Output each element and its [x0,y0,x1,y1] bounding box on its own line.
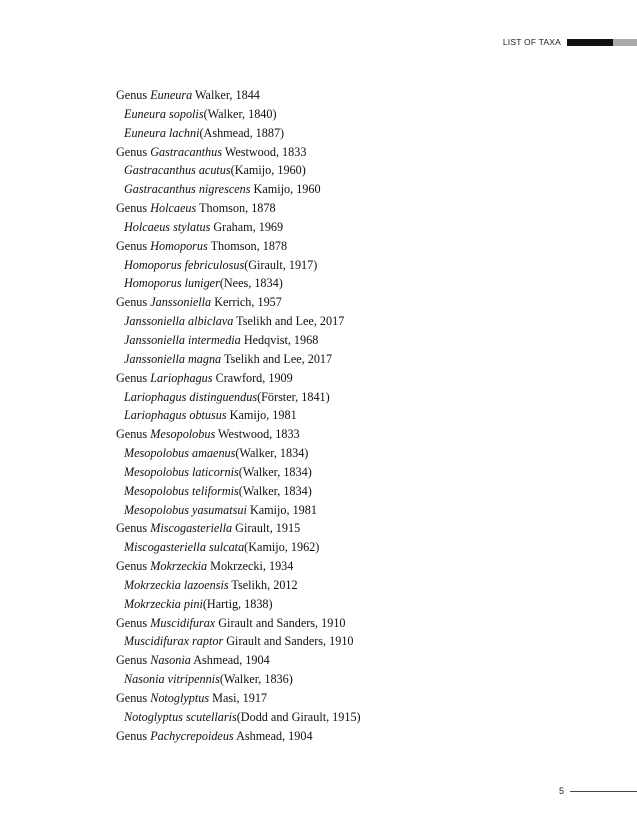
taxon-name: Mokrzeckia [150,559,208,574]
taxon-authority: Westwood, 1833 [218,427,300,442]
taxon-authority: Mokrzecki, 1934 [210,559,294,574]
taxon-authority: Thomson, 1878 [210,238,288,253]
taxon-authority: Girault and Sanders, 1910 [218,615,346,630]
species-entry [116,632,576,651]
genus-entry [116,689,576,708]
taxon-name: Janssoniella intermedia [124,332,241,347]
taxon-name: Nasonia [150,653,191,668]
species-entry [116,482,576,501]
rank-label: Genus [116,370,148,385]
taxon-name: Notoglyptus [150,691,210,705]
taxon-authority: Girault, 1915 [235,521,301,536]
species-entry [116,274,576,293]
taxon-name: Muscidifurax raptor [124,634,224,649]
taxon-name: Euneura [150,88,193,102]
genus-entry [116,614,576,633]
species-entry [116,576,576,595]
taxon-authority: Westwood, 1833 [224,144,307,159]
species-entry [116,124,576,143]
genus-entry [116,369,576,388]
species-entry [116,708,576,727]
rank-label: Genus [116,427,148,442]
rank-label: Genus [116,691,148,705]
taxon-authority: Ashmead, 1904 [193,653,270,668]
taxon-name: Janssoniella magna [124,351,222,366]
taxon-name: Holcaeus stylatus [124,219,211,234]
taxon-authority: Kamijo, 1981 [249,502,317,517]
taxon-name: Euneura sopolis [124,106,204,121]
taxon-authority: Kerrich, 1957 [214,295,282,310]
genus-entry [116,557,576,576]
taxon-authority: Kamijo, 1981 [229,408,297,423]
taxon-name: Gastracanthus [150,144,222,159]
taxon-name: Holcaeus [150,201,197,216]
rank-label: Genus [116,295,148,310]
taxon-authority: (Nees, 1834) [219,276,283,291]
species-entry [116,463,576,482]
rank-label: Genus [116,201,148,216]
taxon-authority: (Walker, 1840) [203,106,277,121]
taxon-name: Mesopolobus teliformis [124,483,239,498]
taxon-name: Gastracanthus acutus [124,163,231,178]
rank-label: Genus [116,728,148,743]
taxon-name: Janssoniella [150,295,212,310]
rank-label: Genus [116,521,148,536]
species-entry [116,595,576,614]
taxon-name: Pachycrepoideus [150,728,234,743]
taxon-authority: (Kamijo, 1962) [244,540,320,555]
taxon-authority: (Walker, 1836) [219,672,293,687]
taxon-name: Gastracanthus nigrescens [124,182,251,197]
taxon-name: Euneura lachni [124,125,200,140]
rank-label: Genus [116,238,148,253]
taxon-authority: (Kamijo, 1960) [230,163,306,178]
taxon-authority: Kamijo, 1960 [253,182,321,197]
rank-label: Genus [116,615,148,630]
taxon-authority: Thomson, 1878 [199,201,276,216]
taxon-name: Lariophagus obtusus [124,408,227,423]
section-title: LIST OF TAXA [502,37,561,47]
genus-entry [116,727,576,746]
taxon-name: Nasonia vitripennis [124,672,220,687]
species-entry [116,180,576,199]
taxon-name: Lariophagus distinguendus [124,389,258,404]
genus-entry [116,199,576,218]
header-black-bar [567,39,613,46]
taxon-name: Mesopolobus amaenus [124,446,236,461]
running-header [503,36,637,48]
species-entry [116,105,576,124]
taxon-authority: (Walker, 1834) [235,446,309,461]
taxon-name: Miscogasteriella sulcata [124,540,245,555]
genus-entry [116,651,576,670]
genus-entry [116,293,576,312]
genus-entry [116,143,576,162]
taxon-name: Lariophagus [150,370,213,385]
taxon-authority: Tselikh, 2012 [231,577,298,592]
taxon-name: Janssoniella albiclava [124,314,234,329]
taxon-authority: (Walker, 1834) [238,483,312,498]
species-entry [116,501,576,520]
species-entry [116,312,576,331]
rank-label: Genus [116,653,148,668]
taxon-authority: Masi, 1917 [212,691,268,705]
taxon-name: Mokrzeckia pini [124,596,203,611]
species-entry [116,350,576,369]
rank-label: Genus [116,88,148,102]
species-entry [116,256,576,275]
taxon-authority: Graham, 1969 [213,219,284,234]
taxon-authority: Walker, 1844 [195,88,260,102]
taxon-authority: Girault and Sanders, 1910 [226,634,354,649]
taxon-name: Mesopolobus laticornis [124,464,239,479]
taxon-authority: (Hartig, 1838) [202,596,273,611]
taxon-name: Miscogasteriella [150,521,233,536]
taxon-authority: (Walker, 1834) [238,464,312,479]
rank-label: Genus [116,559,148,574]
header-gray-bar [613,39,637,46]
taxon-authority: (Ashmead, 1887) [199,125,285,140]
taxon-authority: Crawford, 1909 [215,370,293,385]
taxon-name: Homoporus febriculosus [124,257,245,272]
taxon-name: Homoporus [150,238,208,253]
species-entry [116,388,576,407]
taxon-authority: Hedqvist, 1968 [243,332,319,347]
species-entry [116,161,576,180]
genus-entry [116,237,576,256]
taxon-name: Notoglyptus scutellaris [124,709,237,724]
taxon-name: Mesopolobus yasumatsui [124,502,247,517]
taxon-name: Muscidifurax [150,615,216,630]
taxon-authority: Tselikh and Lee, 2017 [223,351,333,366]
genus-entry [116,425,576,444]
page-footer [559,786,637,796]
species-entry [116,406,576,425]
species-entry [116,444,576,463]
species-entry [116,218,576,237]
species-entry [116,670,576,689]
taxon-name: Homoporus luniger [124,276,220,291]
taxon-name: Mokrzeckia lazoensis [124,577,229,592]
footer-rule [570,791,637,792]
genus-entry [116,519,576,538]
taxa-list [116,86,576,746]
page-number: 5 [559,786,565,796]
taxon-authority: (Dodd and Girault, 1915) [236,709,361,724]
taxon-name: Mesopolobus [150,427,216,442]
taxon-authority: Ashmead, 1904 [236,728,313,743]
taxon-authority: Tselikh and Lee, 2017 [236,314,345,329]
taxon-authority: (Förster, 1841) [257,389,330,404]
species-entry [116,538,576,557]
taxon-authority: (Girault, 1917) [244,257,318,272]
genus-entry [116,86,576,105]
species-entry [116,331,576,350]
rank-label: Genus [116,144,148,159]
